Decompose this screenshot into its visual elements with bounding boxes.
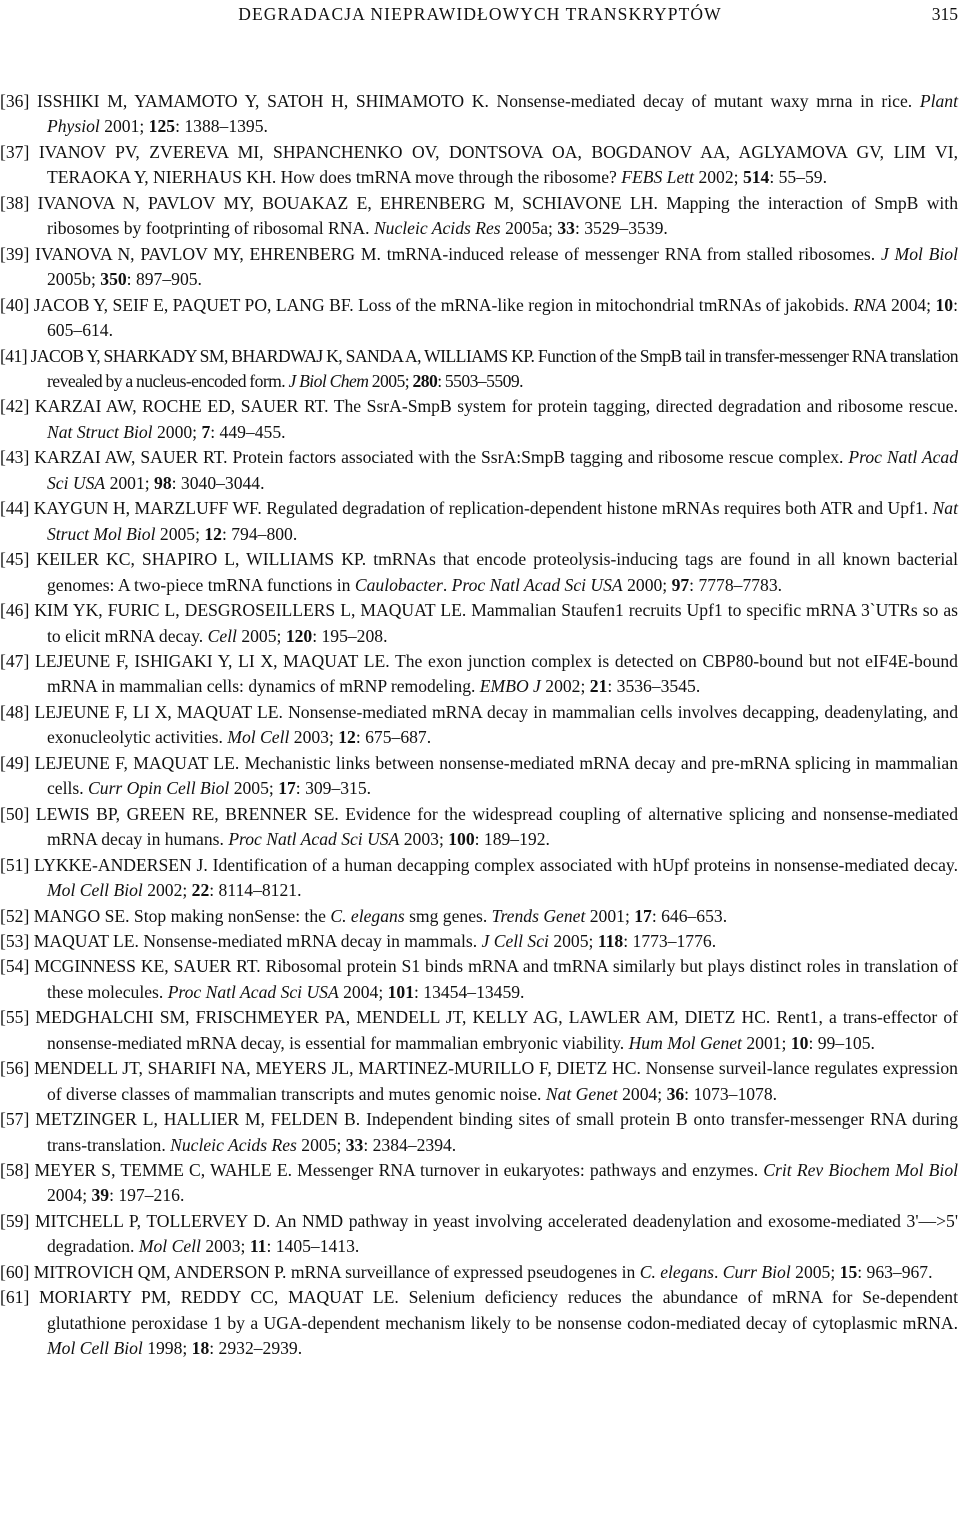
reference-volume: 33: [557, 218, 575, 239]
reference-title: Regulated degradation of replication-dependent histone mRNAs requires both ATR and Upf1.: [266, 498, 929, 519]
reference-authors: IVANOVA N, PAVLOV MY, EHRENBERG M.: [35, 243, 381, 264]
reference-journal: FEBS Lett: [621, 167, 695, 188]
reference-journal: J Biol Chem: [288, 370, 369, 391]
reference-title: Protein factors associated with the SsrA:SmpB tagging and ribosome rescue complex.: [232, 447, 844, 468]
reference-volume: 120: [285, 625, 313, 646]
reference-authors: KEILER KC, SHAPIRO L, WILLIAMS KP.: [36, 549, 367, 570]
reference-volume: 12: [204, 523, 222, 544]
reference-volume: 514: [742, 167, 770, 188]
reference-title: Selenium deficiency reduces the abundance of mRNA for Se-dependent glutathione peroxidase 1 by a UGA-dependent mechanism likely to be nonsense codon-mediated decay of cytoplasmic mRNA.: [47, 1287, 958, 1333]
reference-item: [0, 751, 958, 802]
reference-item: [0, 929, 958, 954]
reference-number: [57]: [0, 1109, 30, 1130]
reference-pages: : 675–687.: [355, 727, 432, 748]
reference-volume: 100: [448, 829, 475, 850]
reference-volume: 15: [839, 1261, 858, 1282]
reference-year: 2005;: [371, 370, 410, 391]
reference-year: 2000;: [627, 574, 668, 595]
reference-number: [58]: [0, 1160, 30, 1181]
reference-number: [37]: [0, 141, 30, 162]
reference-title: The exon junction complex is detected on CBP80-bound but not eIF4E-bound mRNA in mammalian cells: dynamics of mRNP remodeling.: [47, 650, 958, 697]
reference-year: 2004;: [343, 981, 384, 1002]
reference-journal: Cell: [207, 625, 237, 646]
reference-authors: LEJEUNE F, ISHIGAKI Y, LI X, MAQUAT LE.: [35, 650, 390, 671]
reference-number: [60]: [0, 1261, 30, 1282]
reference-volume: 97: [671, 574, 690, 595]
reference-authors: LEJEUNE F, MAQUAT LE.: [34, 752, 240, 773]
reference-volume: 33: [345, 1134, 364, 1155]
reference-number: [39]: [0, 243, 30, 264]
reference-item: [0, 344, 958, 395]
reference-authors: MITCHELL P, TOLLERVEY D.: [34, 1210, 271, 1231]
reference-authors: KAYGUN H, MARZLUFF WF.: [33, 498, 262, 519]
page-header: [0, 4, 960, 28]
reference-authors: MANGO SE.: [33, 905, 130, 926]
reference-item: [0, 700, 958, 751]
reference-journal: Nucleic Acids Res: [373, 218, 501, 239]
reference-item: [0, 1260, 958, 1285]
reference-number: [45]: [0, 549, 30, 570]
reference-item: [0, 954, 958, 1005]
reference-title-italic: Caulobacter: [354, 574, 443, 595]
reference-title: Evidence for the widespread coupling of alternative splicing and nonsense-mediated mRNA decay in humans.: [47, 803, 958, 850]
reference-volume: 98: [154, 472, 172, 493]
reference-item: [0, 598, 958, 649]
reference-year: 2005;: [233, 778, 274, 799]
reference-year: 2005;: [241, 625, 282, 646]
reference-volume: 36: [666, 1083, 685, 1104]
reference-year: 2001;: [109, 472, 150, 493]
reference-item: [0, 904, 958, 929]
reference-item: [0, 89, 958, 140]
reference-year: 2003;: [205, 1236, 246, 1257]
reference-title: How does tmRNA move through the ribosome?: [280, 167, 617, 188]
reference-volume: 22: [191, 880, 210, 901]
reference-pages: : 13454–13459.: [414, 981, 525, 1002]
reference-pages: : 646–653.: [651, 905, 728, 926]
reference-year: 2003;: [293, 727, 334, 748]
reference-journal: J Mol Biol: [880, 243, 958, 264]
reference-pages: : 197–216.: [109, 1185, 185, 1206]
reference-pages: : 5503–5509.: [437, 370, 523, 391]
reference-volume: 17: [634, 905, 652, 926]
reference-year: 2005;: [795, 1261, 836, 1282]
reference-title-italic: C. elegans: [639, 1261, 714, 1282]
reference-pages: : 3040–3044.: [171, 472, 265, 493]
reference-journal: J Cell Sci: [481, 930, 549, 951]
reference-list: [0, 89, 958, 1362]
reference-pages: : 3529–3539.: [574, 218, 668, 239]
reference-item: [0, 1005, 958, 1056]
reference-pages: : 963–967.: [857, 1261, 933, 1282]
reference-title: Nonsense-mediated decay of mutant waxy mrna in rice.: [496, 91, 913, 111]
reference-item: [0, 242, 958, 293]
reference-pages: : 897–905.: [126, 269, 202, 290]
reference-authors: METZINGER L, HALLIER M, FELDEN B.: [35, 1109, 361, 1130]
reference-year: 2002;: [147, 880, 188, 901]
reference-year: 2001;: [746, 1032, 787, 1053]
reference-item: [0, 1285, 958, 1361]
reference-volume: 39: [91, 1185, 110, 1206]
reference-authors: IVANOV PV, ZVEREVA MI, SHPANCHENKO OV, DONTSOVA OA, BOGDANOV AA, AGLYAMOVA GV, LIM VI, TERAOKA Y, NIERHAUS KH.: [38, 141, 958, 188]
reference-authors: LEWIS BP, GREEN RE, BRENNER SE.: [35, 803, 339, 824]
reference-pages: : 794–800.: [221, 523, 298, 544]
page-number: 315: [931, 4, 958, 24]
reference-title: Identification of a human decapping complex associated with hUpf proteins in nonsense-mediated decay.: [212, 854, 958, 875]
reference-item: [0, 649, 958, 700]
reference-journal: Trends Genet: [491, 905, 586, 926]
reference-authors: LYKKE-ANDERSEN J.: [34, 854, 208, 875]
reference-year: 2003;: [403, 829, 444, 850]
reference-year: 2004;: [47, 1185, 88, 1206]
reference-journal: Proc Natl Acad Sci USA: [47, 447, 959, 493]
reference-year: 2001;: [104, 116, 145, 137]
reference-title-end: smg genes.: [404, 905, 488, 926]
reference-item: [0, 1056, 958, 1107]
reference-pages: : 449–455.: [210, 421, 286, 442]
reference-item: [0, 293, 958, 344]
reference-authors: IVANOVA N, PAVLOV MY, BOUAKAZ E, EHRENBERG M, SCHIAVONE LH.: [37, 192, 658, 213]
reference-authors: MCGINNESS KE, SAUER RT.: [34, 956, 261, 977]
reference-title: Function of the SmpB tail in transfer-messenger RNA translation revealed by a nucleus-encoded form.: [47, 345, 958, 391]
reference-volume: 118: [597, 930, 624, 951]
reference-volume: 125: [148, 116, 176, 137]
reference-journal: Mol Cell Biol: [47, 880, 143, 901]
reference-year: 2005;: [159, 523, 200, 544]
reference-year: 2001;: [589, 905, 630, 926]
reference-number: [49]: [0, 752, 30, 773]
reference-authors: MEDGHALCHI SM, FRISCHMEYER PA, MENDELL JT, KELLY AG, LAWLER AM, DIETZ HC.: [35, 1007, 771, 1028]
reference-title: Ribosomal protein S1 binds mRNA and tmRNA similarly but plays distinct roles in translation of these molecules.: [47, 956, 958, 1002]
reference-number: [53]: [0, 930, 30, 951]
reference-number: [42]: [0, 396, 30, 417]
reference-title: Messenger RNA turnover in eukaryotes: pathways and enzymes.: [297, 1160, 759, 1181]
reference-pages: : 309–315.: [295, 778, 372, 799]
reference-pages: : 2384–2394.: [363, 1134, 457, 1155]
reference-authors: MITROVICH QM, ANDERSON P.: [33, 1261, 287, 1282]
reference-number: [46]: [0, 600, 30, 621]
reference-pages: : 1405–1413.: [266, 1236, 360, 1257]
reference-pages: : 189–192.: [474, 829, 550, 850]
reference-pages: : 55–59.: [769, 167, 827, 188]
reference-authors: MORIARTY PM, REDDY CC, MAQUAT LE.: [39, 1287, 399, 1308]
reference-authors: KARZAI AW, SAUER RT.: [34, 447, 228, 468]
reference-number: [48]: [0, 701, 30, 722]
reference-pages: : 1388–1395.: [175, 116, 268, 137]
reference-number: [44]: [0, 498, 30, 519]
reference-title: Loss of the mRNA-like region in mitochondrial tmRNAs of jakobids.: [358, 294, 849, 315]
reference-pages: : 1773–1776.: [623, 930, 717, 951]
reference-volume: 101: [387, 981, 414, 1002]
reference-year: 2002;: [545, 676, 586, 697]
reference-number: [54]: [0, 956, 30, 977]
reference-pages: : 3536–3545.: [607, 676, 701, 697]
reference-number: [55]: [0, 1007, 30, 1028]
reference-year: 1998;: [147, 1338, 188, 1359]
reference-item: [0, 853, 958, 904]
reference-item: [0, 1209, 958, 1260]
reference-volume: 17: [278, 778, 296, 799]
reference-item: [0, 547, 958, 598]
reference-journal: Proc Natl Acad Sci USA: [167, 981, 339, 1002]
reference-title: Rent1, a trans-effector of nonsense-mediated mRNA decay, is essential for mammalian embryonic viability.: [47, 1007, 959, 1053]
reference-title: The SsrA-SmpB system for protein tagging, directed degradation and ribosome rescue.: [333, 396, 959, 417]
reference-volume: 10: [935, 294, 954, 315]
reference-number: [51]: [0, 854, 30, 875]
reference-volume: 18: [191, 1338, 210, 1359]
reference-journal: Crit Rev Biochem Mol Biol: [763, 1160, 958, 1181]
reference-authors: LEJEUNE F, LI X, MAQUAT LE.: [34, 701, 283, 722]
reference-volume: 11: [249, 1236, 267, 1257]
reference-year: 2002;: [698, 167, 739, 188]
reference-title: mRNA surveillance of expressed pseudogenes in: [290, 1261, 636, 1282]
reference-number: [56]: [0, 1058, 30, 1079]
reference-title-italic: C. elegans: [330, 905, 405, 926]
reference-title: An NMD pathway in yeast involving accelerated deadenylation and exosome-mediated 3'—>5' degradation.: [47, 1210, 959, 1257]
reference-title-end: .: [442, 574, 448, 595]
reference-journal: Plant Physiol: [47, 91, 958, 137]
reference-item: [0, 496, 958, 547]
reference-pages: : 99–105.: [808, 1032, 875, 1053]
reference-pages: : 1073–1078.: [684, 1083, 778, 1104]
reference-number: [50]: [0, 803, 30, 824]
reference-journal: Mol Cell: [227, 727, 290, 748]
reference-number: [61]: [0, 1287, 30, 1308]
reference-volume: 21: [589, 676, 608, 697]
reference-authors: KARZAI AW, ROCHE ED, SAUER RT.: [34, 396, 329, 417]
reference-journal: Nucleic Acids Res: [170, 1134, 297, 1155]
reference-number: [59]: [0, 1210, 30, 1231]
reference-journal: Curr Opin Cell Biol: [88, 778, 230, 799]
reference-number: [47]: [0, 650, 30, 671]
reference-title: Mechanistic links between nonsense-mediated mRNA decay and pre-mRNA splicing in mammalian cells.: [47, 752, 958, 799]
reference-journal: Nat Struct Mol Biol: [47, 498, 958, 544]
reference-year: 2005b;: [47, 269, 96, 290]
reference-year: 2005a;: [505, 218, 553, 239]
reference-volume: 7: [201, 421, 211, 442]
reference-number: [40]: [0, 294, 30, 315]
reference-journal: Proc Natl Acad Sci USA: [451, 574, 623, 595]
running-title: DEGRADACJA NIEPRAWIDŁOWYCH TRANSKRYPTÓW: [238, 4, 722, 24]
reference-number: [52]: [0, 905, 30, 926]
reference-journal: RNA: [853, 294, 887, 315]
reference-item: [0, 802, 958, 853]
reference-volume: 350: [100, 269, 127, 290]
reference-number: [43]: [0, 447, 30, 468]
reference-authors: JACOB Y, SEIF E, PAQUET PO, LANG BF.: [33, 294, 354, 315]
reference-journal: Hum Mol Genet: [628, 1032, 742, 1053]
reference-number: [38]: [0, 192, 30, 213]
reference-title: Mammalian Staufen1 recruits Upf1 to specific mRNA 3`UTRs so as to elicit mRNA decay.: [47, 600, 958, 646]
reference-item: [0, 394, 958, 445]
reference-title-end: .: [713, 1261, 719, 1282]
reference-title: Mapping the interaction of SmpB with ribosomes by footprinting of ribosomal RNA.: [47, 192, 958, 239]
reference-item: [0, 1107, 958, 1158]
reference-item: [0, 445, 958, 496]
reference-journal: Curr Biol: [722, 1261, 791, 1282]
reference-title: Nonsense-mediated mRNA decay in mammalian cells involves decapping, deadenylating, and exonucleolytic activities.: [47, 701, 958, 748]
reference-journal: Proc Natl Acad Sci USA: [228, 829, 400, 850]
reference-authors: JACOB Y, SHARKADY SM, BHARDWAJ K, SANDA A, WILLIAMS KP.: [30, 345, 535, 366]
reference-journal: Mol Cell Biol: [47, 1338, 143, 1359]
reference-pages: : 605–614.: [47, 294, 958, 341]
reference-authors: MENDELL JT, SHARIFI NA, MEYERS JL, MARTINEZ-MURILLO F, DIETZ HC.: [34, 1058, 641, 1079]
reference-pages: : 7778–7783.: [689, 574, 783, 595]
reference-title: tmRNA-induced release of messenger RNA from stalled ribosomes.: [386, 243, 876, 264]
reference-title: Nonsense surveil-lance regulates expression of diverse classes of mammalian transcripts and mutes genomic noise.: [47, 1058, 958, 1104]
reference-authors: MAQUAT LE.: [33, 930, 139, 951]
reference-pages: : 2932–2939.: [209, 1338, 303, 1359]
reference-pages: : 195–208.: [312, 625, 388, 646]
reference-year: 2004;: [622, 1083, 663, 1104]
reference-number: [36]: [0, 91, 30, 111]
reference-year: 2005;: [553, 930, 594, 951]
reference-year: 2004;: [890, 294, 932, 315]
reference-volume: 10: [790, 1032, 809, 1053]
reference-authors: MEYER S, TEMME C, WAHLE E.: [34, 1160, 292, 1181]
reference-authors: ISSHIKI M, YAMAMOTO Y, SATOH H, SHIMAMOTO K.: [36, 91, 489, 111]
reference-volume: 12: [338, 727, 356, 748]
reference-title: Stop making nonSense: the: [133, 905, 326, 926]
reference-number: [41]: [0, 345, 28, 366]
reference-authors: KIM YK, FURIC L, DESGROSEILLERS L, MAQUAT LE.: [34, 600, 467, 621]
reference-title: Independent binding sites of small protein B onto transfer-messenger RNA during trans-translation.: [47, 1109, 958, 1155]
reference-item: [0, 1158, 958, 1209]
reference-journal: Mol Cell: [138, 1236, 201, 1257]
reference-pages: : 8114–8121.: [209, 880, 302, 901]
reference-year: 2005;: [301, 1134, 342, 1155]
reference-title: tmRNAs that encode proteolysis-inducing tags are found in all known bacterial genomes: A two-piece tmRNA functions in: [47, 549, 958, 595]
reference-volume: 280: [412, 370, 438, 391]
reference-title: Nonsense-mediated mRNA decay in mammals.: [143, 930, 478, 951]
reference-year: 2000;: [156, 421, 198, 442]
reference-item: [0, 191, 958, 242]
reference-journal: EMBO J: [479, 676, 541, 697]
reference-journal: Nat Struct Biol: [47, 421, 153, 442]
reference-item: [0, 140, 958, 191]
reference-journal: Nat Genet: [545, 1083, 618, 1104]
